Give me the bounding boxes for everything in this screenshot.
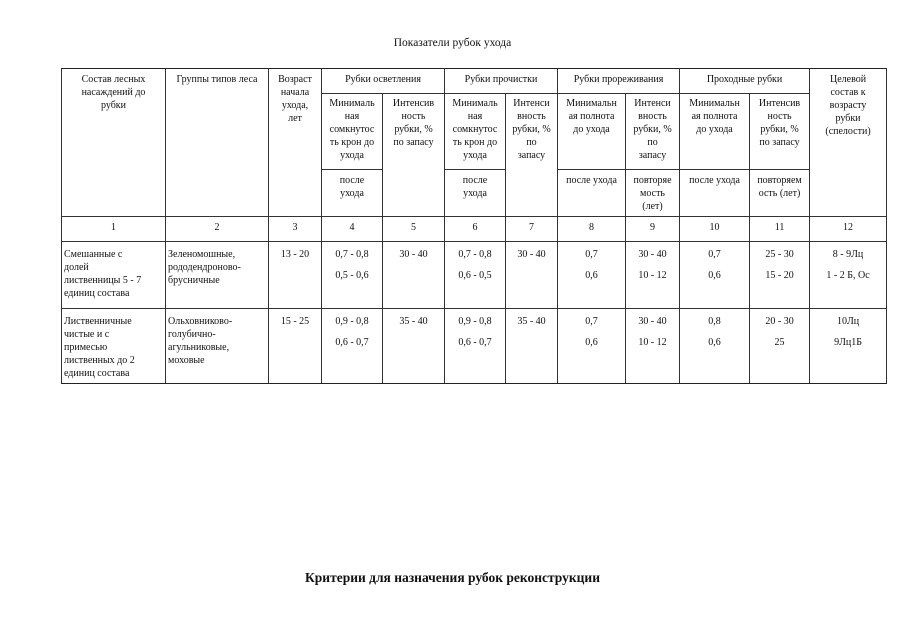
cell-min-density (680, 309, 750, 384)
page-title: Показатели рубок ухода (393, 37, 512, 49)
header-min-density: Минимальн ая полнота до ухода (558, 94, 626, 170)
cell-intensity: 35 - 40 (383, 309, 445, 384)
column-number: 2 (166, 217, 269, 242)
cell-start-age: 13 - 20 (269, 242, 322, 309)
header-intensity: Интенсив ность рубки, % по запасу (383, 94, 445, 217)
header-composition: Состав лесных насаждений до рубки (62, 69, 166, 217)
cell-forest-groups: Ольховниково- голубично- агульниковые, моховые (166, 309, 269, 384)
cell-intensity: 30 - 40 (506, 242, 558, 309)
cell-intensity (750, 309, 810, 384)
cell-value-after: 0,6 (585, 337, 598, 348)
cell-value-before: 0,8 (708, 316, 721, 327)
header-repeat-years: повторяе мость (лет) (626, 170, 680, 217)
cell-start-age: 15 - 25 (269, 309, 322, 384)
cell-value-before: 0,7 - 0,8 (335, 249, 369, 260)
cell-min-closure (322, 309, 383, 384)
cell-value-intensity: 25 - 30 (765, 249, 794, 260)
header-intensity: Интенси вность рубки, % по запасу (506, 94, 558, 217)
header-min-closure: Минималь ная сомкнутос ть крон до ухода (445, 94, 506, 170)
header-group-lightening: Рубки осветления (322, 69, 445, 94)
cell-value-target: 1 - 2 Б, Ос (826, 270, 870, 281)
header-min-closure: Минималь ная сомкнутос ть крон до ухода (322, 94, 383, 170)
cell-value-after: 0,6 - 0,7 (458, 337, 492, 348)
cell-value-after: 0,5 - 0,6 (335, 270, 369, 281)
cell-min-density (558, 309, 626, 384)
cell-intensity (626, 309, 680, 384)
column-number: 11 (750, 217, 810, 242)
cell-value-before: 0,9 - 0,8 (335, 316, 369, 327)
column-number: 12 (810, 217, 887, 242)
cell-min-closure (445, 242, 506, 309)
header-group-thinning: Рубки прореживания (558, 69, 680, 94)
cell-intensity: 35 - 40 (506, 309, 558, 384)
cell-composition: Смешанные с долей лиственницы 5 - 7 единиц состава (62, 242, 166, 309)
header-after-care: после ухода (558, 170, 626, 217)
cell-target-composition (810, 242, 887, 309)
cell-min-closure (445, 309, 506, 384)
column-number: 4 (322, 217, 383, 242)
header-forest-groups: Группы типов леса (166, 69, 269, 217)
cell-forest-groups: Зеленомошные, рододендроново- брусничные (166, 242, 269, 309)
table-row (62, 309, 887, 384)
cell-value-before: 0,9 - 0,8 (458, 316, 492, 327)
cell-value-intensity: 20 - 30 (765, 316, 794, 327)
cell-value-before: 0,7 - 0,8 (458, 249, 492, 260)
header-intensity: Интенси вность рубки, % по запасу (626, 94, 680, 170)
header-intensity: Интенсив ность рубки, % по запасу (750, 94, 810, 170)
header-group-passage: Проходные рубки (680, 69, 810, 94)
cell-intensity (626, 242, 680, 309)
header-after-care: после ухода (445, 170, 506, 217)
cell-intensity (750, 242, 810, 309)
cell-target-composition (810, 309, 887, 384)
cell-value-target: 8 - 9Лц (832, 249, 864, 260)
column-number: 1 (62, 217, 166, 242)
header-target-composition: Целевой состав к возрасту рубки (спелости) (810, 69, 887, 217)
column-number: 9 (626, 217, 680, 242)
cell-value-repeat: 10 - 12 (638, 270, 667, 281)
column-number: 10 (680, 217, 750, 242)
cell-intensity: 30 - 40 (383, 242, 445, 309)
header-after-care: после ухода (322, 170, 383, 217)
cell-value-after: 0,6 - 0,7 (335, 337, 369, 348)
cell-value-before: 0,7 (585, 316, 598, 327)
column-number: 6 (445, 217, 506, 242)
cell-value-repeat: 25 (774, 337, 785, 348)
cell-composition: Лиственничные чистые и с примесью лиственных до 2 единиц состава (62, 309, 166, 384)
cell-value-target: 10Лц (836, 316, 860, 327)
cell-value-after: 0,6 (585, 270, 598, 281)
table-row (62, 242, 887, 309)
header-min-density: Минимальн ая полнота до ухода (680, 94, 750, 170)
cell-value-target: 9Лц1Б (834, 337, 862, 348)
header-start-age: Возраст начала ухода, лет (269, 69, 322, 217)
cell-value-before: 0,7 (585, 249, 598, 260)
cell-min-density (558, 242, 626, 309)
header-repeat-years: повторяем ость (лет) (750, 170, 810, 217)
cell-value-after: 0,6 (708, 337, 721, 348)
cell-value-repeat: 15 - 20 (765, 270, 794, 281)
section-heading: Критерии для назначения рубок реконструкции (305, 570, 600, 585)
cell-value-before: 0,7 (708, 249, 721, 260)
header-after-care: после ухода (680, 170, 750, 217)
cell-value-repeat: 10 - 12 (638, 337, 667, 348)
thinning-indicators-table (61, 68, 887, 384)
cell-value-after: 0,6 - 0,5 (458, 270, 492, 281)
column-number: 8 (558, 217, 626, 242)
column-number: 3 (269, 217, 322, 242)
cell-value-intensity: 30 - 40 (638, 249, 667, 260)
cell-value-after: 0,6 (708, 270, 721, 281)
header-group-cleaning: Рубки прочистки (445, 69, 558, 94)
cell-value-intensity: 30 - 40 (638, 316, 667, 327)
cell-min-density (680, 242, 750, 309)
column-number: 7 (506, 217, 558, 242)
cell-min-closure (322, 242, 383, 309)
column-number: 5 (383, 217, 445, 242)
